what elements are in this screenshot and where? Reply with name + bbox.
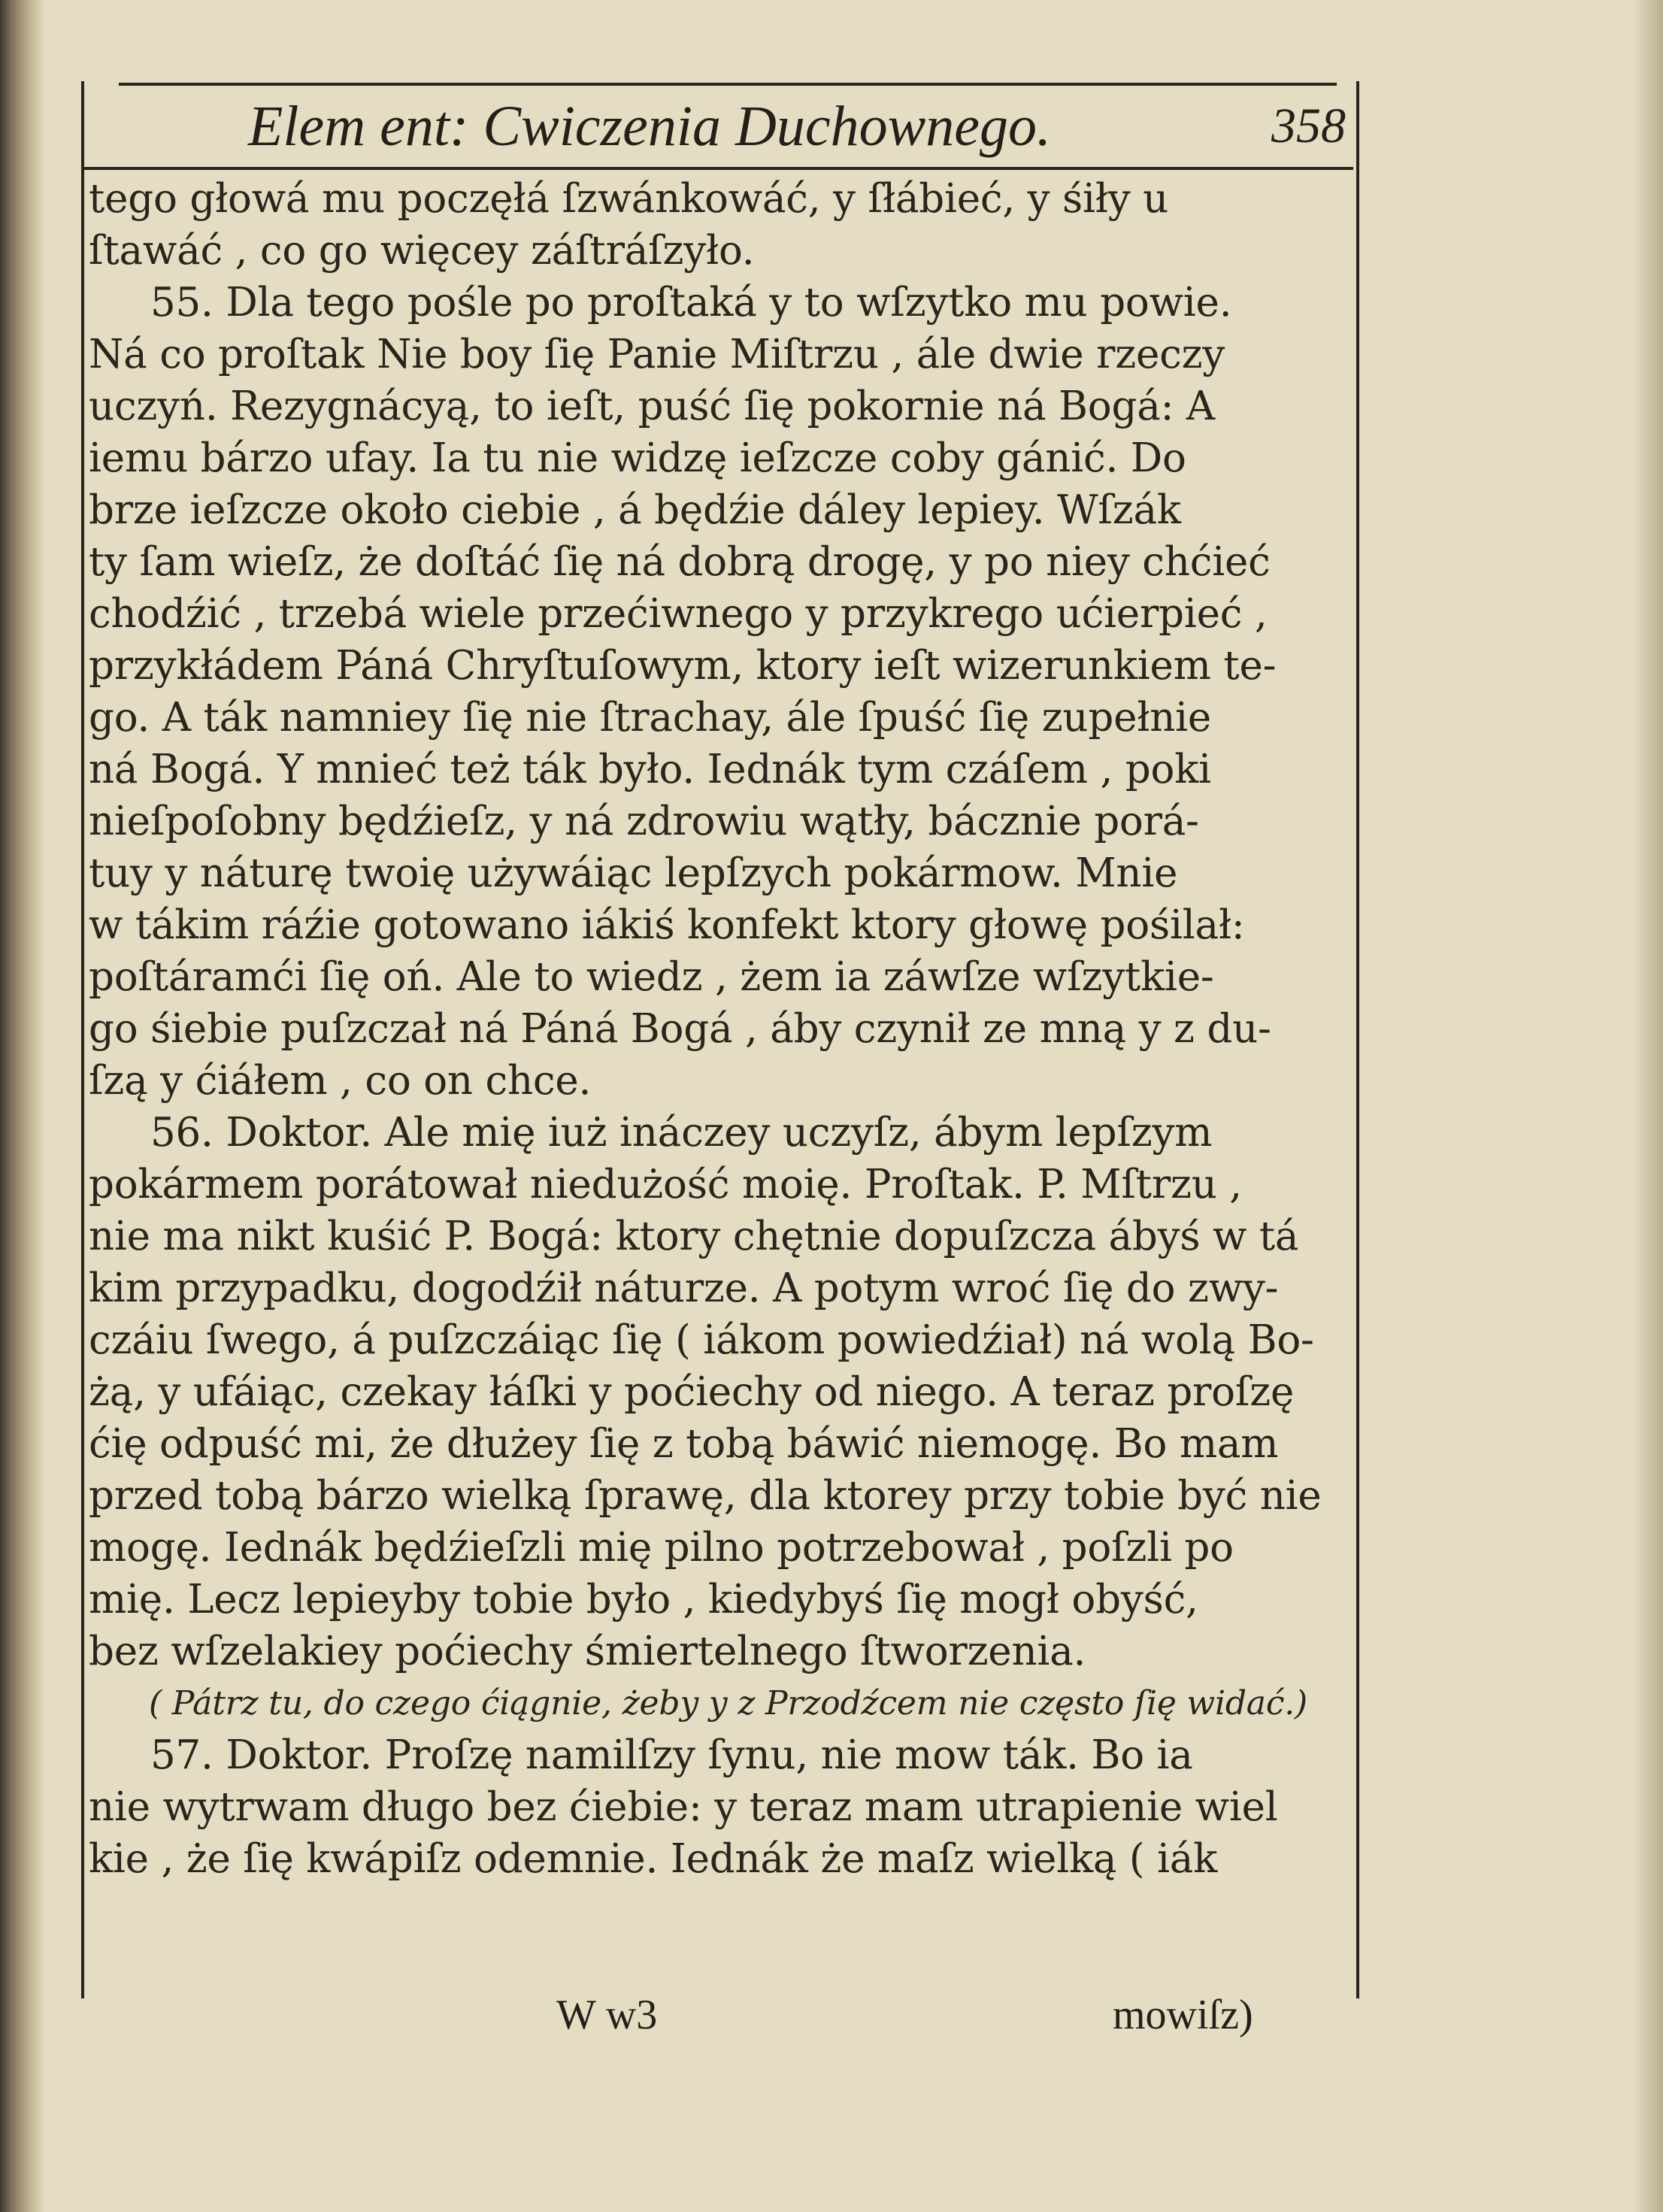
text-line: chodźić , trzebá wiele przećiwnego y przykrego ućierpieć , bbox=[89, 591, 1268, 637]
page-number: 358 bbox=[1271, 98, 1346, 153]
text-line: bez wſzelakiey poćiechy śmiertelnego ſtworzenia. bbox=[89, 1629, 1086, 1674]
text-line: przed tobą bárzo wielką ſprawę, dla ktorey przy tobie być nie bbox=[89, 1473, 1322, 1519]
text-line: mogę. Iednák będźieſzli mię pilno potrzebował , poſzli po bbox=[89, 1525, 1234, 1571]
text-line: nie ma nikt kuśić P. Bogá: ktory chętnie dopuſzcza ábyś w tá bbox=[89, 1214, 1299, 1259]
text-line: ty ſam wieſz, że doſtáć ſię ná dobrą drogę, y po niey chćieć bbox=[89, 539, 1271, 585]
catchword: mowiſz) bbox=[1113, 1992, 1253, 2038]
text-line: mię. Lecz lepieyby tobie było , kiedybyś ſię mogł obyść, bbox=[89, 1577, 1198, 1623]
text-line: pokármem porátował niedużość moię. Proſtak. P. Mſtrzu , bbox=[89, 1162, 1242, 1208]
text-line: ná Bogá. Y mnieć też ták było. Iednák tym czáſem , poki bbox=[89, 747, 1211, 792]
text-line: tego głowá mu poczęłá ſzwánkowáć, y ſłábieć, y śiły u bbox=[89, 176, 1169, 222]
text-line: ſzą y ćiáłem , co on chce. bbox=[89, 1058, 592, 1104]
running-head bbox=[0, 89, 1663, 164]
text-line: poſtáramći ſię oń. Ale to wiedz , żem ia záwſze wſzytkie- bbox=[89, 954, 1214, 1000]
text-line: kie , że ſię kwápiſz odemnie. Iednák że maſz wielką ( iák bbox=[89, 1836, 1218, 1882]
paragraph-56-start: 56. Doktor. Ale mię iuż ináczey uczyſz, ábym lepſzym bbox=[150, 1110, 1213, 1156]
text-line: w tákim ráźie gotowano iákiś konfekt ktory głowę pośilał: bbox=[89, 902, 1245, 948]
text-line: nieſpoſobny będźieſz, y ná zdrowiu wątły, bácznie porá- bbox=[89, 798, 1199, 844]
marginal-note: ( Pátrz tu, do czego ćiągnie, żeby y z Przodźcem nie często ſię widać.) bbox=[149, 1684, 1308, 1723]
text-line: uczyń. Rezygnácyą, to ieſt, puść ſię pokornie ná Bogá: A bbox=[89, 383, 1216, 429]
text-line: przykłádem Páná Chryſtuſowym, ktory ieſt wizerunkiem te- bbox=[89, 643, 1277, 689]
page-footer bbox=[0, 1985, 1663, 2045]
text-line: go. A ták namniey ſię nie ſtrachay, ále ſpuść ſię zupełnie bbox=[89, 695, 1212, 741]
body-text bbox=[89, 173, 1352, 1885]
text-line: tuy y náturę twoię używáiąc lepſzych pokármow. Mnie bbox=[89, 850, 1178, 896]
binding-gutter bbox=[0, 0, 45, 2212]
signature-mark: W w3 bbox=[556, 1992, 658, 2038]
header-rule bbox=[84, 167, 1353, 170]
text-line: Ná co proſtak Nie boy ſię Panie Miſtrzu , ále dwie rzeczy bbox=[89, 332, 1225, 377]
paragraph-55-start: 55. Dla tego pośle po proſtaká y to wſzytko mu powie. bbox=[150, 280, 1232, 326]
text-line: ſtawáć , co go więcey záſtráſzyło. bbox=[89, 228, 755, 274]
running-title: Elem ent: Cwiczenia Duchownego. bbox=[248, 95, 1052, 158]
text-line: iemu bárzo ufay. Ia tu nie widzę ieſzcze coby gánić. Do bbox=[89, 435, 1186, 481]
page-edge bbox=[1633, 0, 1663, 2212]
text-line: brze ieſzcze około ciebie , á będźie dáley lepiey. Wſzák bbox=[89, 487, 1181, 533]
text-line: czáiu ſwego, á puſzczáiąc ſię ( iákom powiedźiał) ná wolą Bo- bbox=[89, 1317, 1314, 1363]
text-line: nie wytrwam długo bez ćiebie: y teraz mam utrapienie wiel bbox=[89, 1784, 1278, 1830]
text-line: kim przypadku, dogodźił náturze. A potym wroć ſię do zwy- bbox=[89, 1265, 1279, 1311]
text-line: ćię odpuść mi, że dłużey ſię z tobą báwić niemogę. Bo mam bbox=[89, 1421, 1279, 1467]
paragraph-57-start: 57. Doktor. Proſzę namilſzy ſynu, nie mow ták. Bo ia bbox=[150, 1732, 1193, 1778]
text-line: go śiebie puſzczał ná Páná Bogá , áby czynił ze mną y z du- bbox=[89, 1006, 1271, 1052]
text-line: żą, y ufáiąc, czekay łáſki y poćiechy od niego. A teraz proſzę bbox=[89, 1369, 1295, 1415]
